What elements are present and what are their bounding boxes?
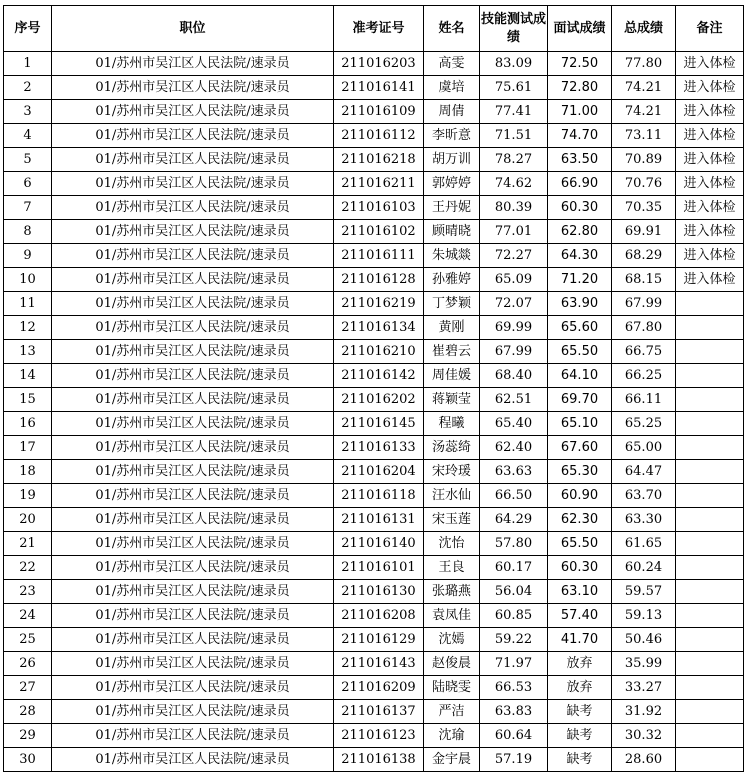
remark-cell [676, 508, 744, 532]
position-cell: 01/苏州市吴江区人民法院/速录员 [52, 100, 334, 124]
name-cell: 王丹妮 [424, 196, 480, 220]
remark-cell [676, 292, 744, 316]
exam-number-cell: 211016141 [334, 76, 424, 100]
header-position: 职位 [52, 6, 334, 52]
skill-score-cell: 67.99 [480, 340, 548, 364]
index-cell: 16 [4, 412, 52, 436]
position-cell: 01/苏州市吴江区人民法院/速录员 [52, 52, 334, 76]
name-cell: 蒋颖莹 [424, 388, 480, 412]
total-score-cell: 64.47 [612, 460, 676, 484]
position-cell: 01/苏州市吴江区人民法院/速录员 [52, 460, 334, 484]
skill-score-cell: 71.51 [480, 124, 548, 148]
index-cell: 8 [4, 220, 52, 244]
index-cell: 20 [4, 508, 52, 532]
index-cell: 22 [4, 556, 52, 580]
position-cell: 01/苏州市吴江区人民法院/速录员 [52, 76, 334, 100]
skill-score-cell: 71.97 [480, 652, 548, 676]
index-cell: 9 [4, 244, 52, 268]
skill-score-cell: 60.85 [480, 604, 548, 628]
position-cell: 01/苏州市吴江区人民法院/速录员 [52, 556, 334, 580]
table-row [4, 484, 744, 508]
exam-number-cell: 211016102 [334, 220, 424, 244]
skill-score-cell: 66.53 [480, 676, 548, 700]
total-score-cell: 67.99 [612, 292, 676, 316]
index-cell: 7 [4, 196, 52, 220]
total-score-cell: 35.99 [612, 652, 676, 676]
interview-score-cell: 缺考 [548, 748, 612, 772]
position-cell: 01/苏州市吴江区人民法院/速录员 [52, 748, 334, 772]
skill-score-cell: 63.63 [480, 460, 548, 484]
name-cell: 陆晓雯 [424, 676, 480, 700]
interview-score-cell: 72.80 [548, 76, 612, 100]
skill-score-cell: 60.17 [480, 556, 548, 580]
interview-score-cell: 71.20 [548, 268, 612, 292]
table-row [4, 628, 744, 652]
header-exam-number: 准考证号 [334, 6, 424, 52]
position-cell: 01/苏州市吴江区人民法院/速录员 [52, 244, 334, 268]
exam-number-cell: 211016123 [334, 724, 424, 748]
index-cell: 10 [4, 268, 52, 292]
table-row [4, 580, 744, 604]
interview-score-cell: 60.30 [548, 556, 612, 580]
remark-cell: 进入体检 [676, 244, 744, 268]
table-row [4, 100, 744, 124]
exam-number-cell: 211016111 [334, 244, 424, 268]
table-row [4, 556, 744, 580]
total-score-cell: 70.35 [612, 196, 676, 220]
remark-cell [676, 700, 744, 724]
exam-number-cell: 211016219 [334, 292, 424, 316]
name-cell: 顾晴晓 [424, 220, 480, 244]
position-cell: 01/苏州市吴江区人民法院/速录员 [52, 676, 334, 700]
remark-cell [676, 604, 744, 628]
name-cell: 沈瑜 [424, 724, 480, 748]
position-cell: 01/苏州市吴江区人民法院/速录员 [52, 628, 334, 652]
name-cell: 赵俊晨 [424, 652, 480, 676]
table-row [4, 340, 744, 364]
interview-score-cell: 62.30 [548, 508, 612, 532]
exam-number-cell: 211016133 [334, 436, 424, 460]
interview-score-cell: 65.10 [548, 412, 612, 436]
remark-cell [676, 556, 744, 580]
index-cell: 24 [4, 604, 52, 628]
exam-number-cell: 211016140 [334, 532, 424, 556]
total-score-cell: 66.11 [612, 388, 676, 412]
interview-score-cell: 放弃 [548, 676, 612, 700]
skill-score-cell: 72.27 [480, 244, 548, 268]
name-cell: 严洁 [424, 700, 480, 724]
total-score-cell: 63.30 [612, 508, 676, 532]
table-row [4, 196, 744, 220]
name-cell: 金宇晨 [424, 748, 480, 772]
table-row [4, 172, 744, 196]
index-cell: 12 [4, 316, 52, 340]
table-row [4, 676, 744, 700]
interview-score-cell: 69.70 [548, 388, 612, 412]
remark-cell [676, 532, 744, 556]
position-cell: 01/苏州市吴江区人民法院/速录员 [52, 364, 334, 388]
index-cell: 28 [4, 700, 52, 724]
remark-cell [676, 412, 744, 436]
name-cell: 宋玉莲 [424, 508, 480, 532]
total-score-cell: 65.00 [612, 436, 676, 460]
index-cell: 3 [4, 100, 52, 124]
remark-cell: 进入体检 [676, 76, 744, 100]
interview-score-cell: 63.10 [548, 580, 612, 604]
name-cell: 汤蕊绮 [424, 436, 480, 460]
total-score-cell: 59.57 [612, 580, 676, 604]
skill-score-cell: 80.39 [480, 196, 548, 220]
position-cell: 01/苏州市吴江区人民法院/速录员 [52, 580, 334, 604]
table-row [4, 508, 744, 532]
index-cell: 18 [4, 460, 52, 484]
position-cell: 01/苏州市吴江区人民法院/速录员 [52, 220, 334, 244]
skill-score-cell: 65.09 [480, 268, 548, 292]
index-cell: 11 [4, 292, 52, 316]
table-row [4, 388, 744, 412]
exam-number-cell: 211016143 [334, 652, 424, 676]
table-row [4, 52, 744, 76]
header-interview-score-label: 面试成绩 [553, 20, 606, 36]
table-row [4, 292, 744, 316]
total-score-cell: 70.89 [612, 148, 676, 172]
name-cell: 李昕意 [424, 124, 480, 148]
index-cell: 14 [4, 364, 52, 388]
skill-score-cell: 72.07 [480, 292, 548, 316]
table-row [4, 460, 744, 484]
name-cell: 丁梦颖 [424, 292, 480, 316]
index-cell: 5 [4, 148, 52, 172]
interview-score-cell: 65.30 [548, 460, 612, 484]
position-cell: 01/苏州市吴江区人民法院/速录员 [52, 436, 334, 460]
total-score-cell: 68.29 [612, 244, 676, 268]
total-score-cell: 74.21 [612, 100, 676, 124]
index-cell: 23 [4, 580, 52, 604]
position-cell: 01/苏州市吴江区人民法院/速录员 [52, 700, 334, 724]
table-row [4, 748, 744, 772]
skill-score-cell: 60.64 [480, 724, 548, 748]
interview-score-cell: 65.50 [548, 340, 612, 364]
skill-score-cell: 77.01 [480, 220, 548, 244]
interview-score-cell: 71.00 [548, 100, 612, 124]
skill-score-cell: 62.51 [480, 388, 548, 412]
exam-number-cell: 211016137 [334, 700, 424, 724]
name-cell: 沈怡 [424, 532, 480, 556]
interview-score-cell: 62.80 [548, 220, 612, 244]
name-cell: 周倩 [424, 100, 480, 124]
interview-score-cell: 缺考 [548, 724, 612, 748]
exam-number-cell: 211016109 [334, 100, 424, 124]
remark-cell: 进入体检 [676, 196, 744, 220]
name-cell: 黄刚 [424, 316, 480, 340]
skill-score-cell: 56.04 [480, 580, 548, 604]
exam-number-cell: 211016134 [334, 316, 424, 340]
interview-score-cell: 65.60 [548, 316, 612, 340]
interview-score-cell: 60.30 [548, 196, 612, 220]
name-cell: 宋玲瑗 [424, 460, 480, 484]
index-cell: 25 [4, 628, 52, 652]
total-score-cell: 69.91 [612, 220, 676, 244]
total-score-cell: 73.11 [612, 124, 676, 148]
position-cell: 01/苏州市吴江区人民法院/速录员 [52, 724, 334, 748]
index-cell: 2 [4, 76, 52, 100]
skill-score-cell: 65.40 [480, 412, 548, 436]
table-row [4, 436, 744, 460]
total-score-cell: 63.70 [612, 484, 676, 508]
remark-cell: 进入体检 [676, 52, 744, 76]
position-cell: 01/苏州市吴江区人民法院/速录员 [52, 604, 334, 628]
index-cell: 29 [4, 724, 52, 748]
index-cell: 4 [4, 124, 52, 148]
skill-score-cell: 77.41 [480, 100, 548, 124]
name-cell: 孙雅婷 [424, 268, 480, 292]
exam-number-cell: 211016138 [334, 748, 424, 772]
total-score-cell: 31.92 [612, 700, 676, 724]
remark-cell: 进入体检 [676, 100, 744, 124]
total-score-cell: 28.60 [612, 748, 676, 772]
header-name: 姓名 [424, 6, 480, 52]
position-cell: 01/苏州市吴江区人民法院/速录员 [52, 484, 334, 508]
position-cell: 01/苏州市吴江区人民法院/速录员 [52, 388, 334, 412]
interview-score-cell: 64.10 [548, 364, 612, 388]
remark-cell [676, 364, 744, 388]
exam-number-cell: 211016129 [334, 628, 424, 652]
total-score-cell: 59.13 [612, 604, 676, 628]
position-cell: 01/苏州市吴江区人民法院/速录员 [52, 532, 334, 556]
skill-score-cell: 78.27 [480, 148, 548, 172]
total-score-cell: 60.24 [612, 556, 676, 580]
interview-score-cell: 66.90 [548, 172, 612, 196]
name-cell: 胡万训 [424, 148, 480, 172]
remark-cell [676, 652, 744, 676]
exam-number-cell: 211016202 [334, 388, 424, 412]
index-cell: 27 [4, 676, 52, 700]
exam-number-cell: 211016103 [334, 196, 424, 220]
name-cell: 周佳媛 [424, 364, 480, 388]
table-body [4, 52, 744, 772]
index-cell: 19 [4, 484, 52, 508]
name-cell: 程曦 [424, 412, 480, 436]
exam-number-cell: 211016128 [334, 268, 424, 292]
interview-score-cell: 缺考 [548, 700, 612, 724]
name-cell: 王良 [424, 556, 480, 580]
table-row [4, 268, 744, 292]
total-score-cell: 61.65 [612, 532, 676, 556]
header-skill-score-label: 技能测试成绩 [480, 11, 546, 45]
remark-cell [676, 724, 744, 748]
interview-score-cell: 72.50 [548, 52, 612, 76]
skill-score-cell: 68.40 [480, 364, 548, 388]
header-interview-score [548, 6, 612, 52]
remark-cell: 进入体检 [676, 172, 744, 196]
skill-score-cell: 57.19 [480, 748, 548, 772]
interview-score-cell: 74.70 [548, 124, 612, 148]
name-cell: 沈嫣 [424, 628, 480, 652]
index-cell: 13 [4, 340, 52, 364]
total-score-cell: 70.76 [612, 172, 676, 196]
table-row [4, 412, 744, 436]
exam-number-cell: 211016131 [334, 508, 424, 532]
skill-score-cell: 69.99 [480, 316, 548, 340]
index-cell: 6 [4, 172, 52, 196]
position-cell: 01/苏州市吴江区人民法院/速录员 [52, 148, 334, 172]
remark-cell [676, 436, 744, 460]
remark-cell: 进入体检 [676, 124, 744, 148]
position-cell: 01/苏州市吴江区人民法院/速录员 [52, 652, 334, 676]
exam-number-cell: 211016203 [334, 52, 424, 76]
name-cell: 张璐燕 [424, 580, 480, 604]
position-cell: 01/苏州市吴江区人民法院/速录员 [52, 412, 334, 436]
name-cell: 袁凤佳 [424, 604, 480, 628]
header-row [4, 6, 744, 52]
index-cell: 30 [4, 748, 52, 772]
position-cell: 01/苏州市吴江区人民法院/速录员 [52, 172, 334, 196]
position-cell: 01/苏州市吴江区人民法院/速录员 [52, 340, 334, 364]
interview-score-cell: 60.90 [548, 484, 612, 508]
total-score-cell: 66.75 [612, 340, 676, 364]
skill-score-cell: 57.80 [480, 532, 548, 556]
remark-cell: 进入体检 [676, 148, 744, 172]
total-score-cell: 66.25 [612, 364, 676, 388]
exam-number-cell: 211016130 [334, 580, 424, 604]
name-cell: 郭婷婷 [424, 172, 480, 196]
score-table [3, 5, 744, 772]
total-score-cell: 50.46 [612, 628, 676, 652]
name-cell: 朱城燚 [424, 244, 480, 268]
remark-cell [676, 580, 744, 604]
interview-score-cell: 41.70 [548, 628, 612, 652]
interview-score-cell: 67.60 [548, 436, 612, 460]
exam-number-cell: 211016208 [334, 604, 424, 628]
exam-number-cell: 211016218 [334, 148, 424, 172]
remark-cell [676, 460, 744, 484]
table-row [4, 724, 744, 748]
index-cell: 21 [4, 532, 52, 556]
skill-score-cell: 74.62 [480, 172, 548, 196]
position-cell: 01/苏州市吴江区人民法院/速录员 [52, 292, 334, 316]
index-cell: 17 [4, 436, 52, 460]
name-cell: 虞培 [424, 76, 480, 100]
exam-number-cell: 211016204 [334, 460, 424, 484]
remark-cell [676, 316, 744, 340]
interview-score-cell: 64.30 [548, 244, 612, 268]
interview-score-cell: 63.50 [548, 148, 612, 172]
position-cell: 01/苏州市吴江区人民法院/速录员 [52, 316, 334, 340]
exam-number-cell: 211016209 [334, 676, 424, 700]
table-row [4, 148, 744, 172]
exam-number-cell: 211016118 [334, 484, 424, 508]
exam-number-cell: 211016142 [334, 364, 424, 388]
interview-score-cell: 放弃 [548, 652, 612, 676]
header-total-score: 总成绩 [612, 6, 676, 52]
name-cell: 汪水仙 [424, 484, 480, 508]
exam-number-cell: 211016210 [334, 340, 424, 364]
skill-score-cell: 83.09 [480, 52, 548, 76]
exam-number-cell: 211016101 [334, 556, 424, 580]
remark-cell [676, 484, 744, 508]
table-row [4, 652, 744, 676]
position-cell: 01/苏州市吴江区人民法院/速录员 [52, 268, 334, 292]
header-remark: 备注 [676, 6, 744, 52]
table-row [4, 364, 744, 388]
skill-score-cell: 63.83 [480, 700, 548, 724]
interview-score-cell: 63.90 [548, 292, 612, 316]
table-row [4, 700, 744, 724]
remark-cell: 进入体检 [676, 268, 744, 292]
table-row [4, 316, 744, 340]
table-row [4, 76, 744, 100]
table-row [4, 532, 744, 556]
table-row [4, 220, 744, 244]
position-cell: 01/苏州市吴江区人民法院/速录员 [52, 124, 334, 148]
remark-cell [676, 340, 744, 364]
total-score-cell: 77.80 [612, 52, 676, 76]
table-row [4, 124, 744, 148]
skill-score-cell: 62.40 [480, 436, 548, 460]
header-index: 序号 [4, 6, 52, 52]
name-cell: 崔碧云 [424, 340, 480, 364]
interview-score-cell: 57.40 [548, 604, 612, 628]
remark-cell [676, 748, 744, 772]
table-row [4, 604, 744, 628]
header-skill-score [480, 6, 548, 52]
remark-cell: 进入体检 [676, 220, 744, 244]
index-cell: 26 [4, 652, 52, 676]
skill-score-cell: 59.22 [480, 628, 548, 652]
remark-cell [676, 676, 744, 700]
remark-cell [676, 628, 744, 652]
table-row [4, 244, 744, 268]
total-score-cell: 74.21 [612, 76, 676, 100]
index-cell: 1 [4, 52, 52, 76]
total-score-cell: 67.80 [612, 316, 676, 340]
name-cell: 高雯 [424, 52, 480, 76]
position-cell: 01/苏州市吴江区人民法院/速录员 [52, 196, 334, 220]
index-cell: 15 [4, 388, 52, 412]
skill-score-cell: 66.50 [480, 484, 548, 508]
skill-score-cell: 64.29 [480, 508, 548, 532]
remark-cell [676, 388, 744, 412]
exam-number-cell: 211016112 [334, 124, 424, 148]
total-score-cell: 65.25 [612, 412, 676, 436]
interview-score-cell: 65.50 [548, 532, 612, 556]
position-cell: 01/苏州市吴江区人民法院/速录员 [52, 508, 334, 532]
exam-number-cell: 211016211 [334, 172, 424, 196]
total-score-cell: 30.32 [612, 724, 676, 748]
skill-score-cell: 75.61 [480, 76, 548, 100]
total-score-cell: 68.15 [612, 268, 676, 292]
total-score-cell: 33.27 [612, 676, 676, 700]
exam-number-cell: 211016145 [334, 412, 424, 436]
